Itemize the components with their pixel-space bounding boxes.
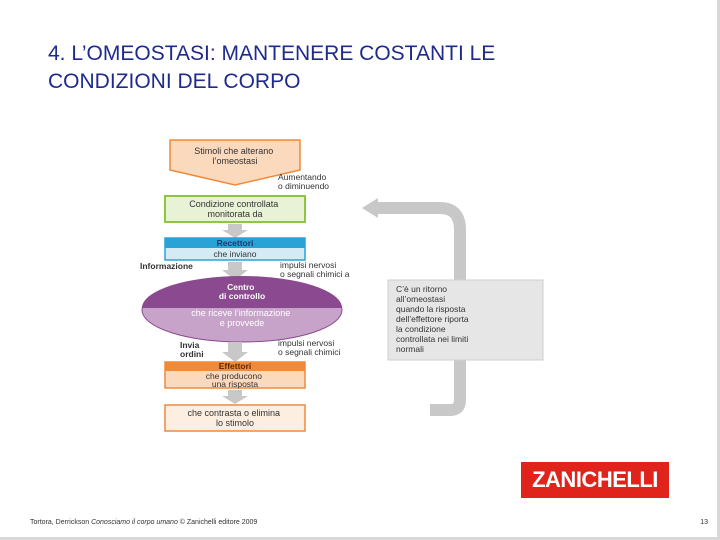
footer-book-title: Conosciamo il corpo umano [91, 519, 178, 526]
controlled-condition-text: Condizione controllata monitorata da [189, 199, 279, 219]
effectors-title: Effettori [218, 361, 252, 371]
send-signals: impulsi nervosi o segnali chimici [278, 338, 341, 357]
receptors-sub: che inviano [213, 249, 257, 259]
zanichelli-logo: ZANICHELLI [521, 462, 669, 498]
footer-suffix: © Zanichelli editore 2009 [177, 519, 258, 526]
control-center-sub: che riceve l’informazione e provvede [191, 308, 291, 328]
receptors-title: Recettori [216, 238, 254, 248]
footer-prefix: Tortora, Derrickson [30, 519, 92, 526]
title-line-1: 4. L’OMEOSTASI: MANTENERE COSTANTI LE [48, 42, 496, 65]
info-label: Informazione [140, 261, 193, 271]
arrow-down-3 [222, 342, 248, 362]
page-number: 13 [700, 519, 708, 526]
feedback-arrowhead [362, 198, 378, 218]
info-signals: impulsi nervosi o segnali chimici a [280, 260, 350, 279]
feedback-note: C’è un ritorno all’omeostasi quando la risposta dell’effettore riporta la condizione controllata nei limiti normali [396, 284, 469, 354]
stimulus-text: Stimoli che alterano l’omeostasi [194, 146, 274, 166]
title-line-2: CONDIZIONI DEL CORPO [48, 70, 301, 93]
change-label: Aumentando o diminuendo [278, 172, 330, 191]
footer-citation [30, 519, 257, 526]
effectors-sub: che producono una risposta [205, 371, 262, 389]
response-text: che contrasta o elimina lo stimolo [187, 408, 281, 428]
arrow-down-1 [222, 224, 248, 238]
slide-title [48, 40, 648, 96]
homeostasis-diagram [130, 130, 550, 440]
control-center-title: Centro di controllo [218, 282, 266, 301]
arrow-down-4 [222, 390, 248, 404]
send-label: Invia ordini [180, 340, 204, 359]
